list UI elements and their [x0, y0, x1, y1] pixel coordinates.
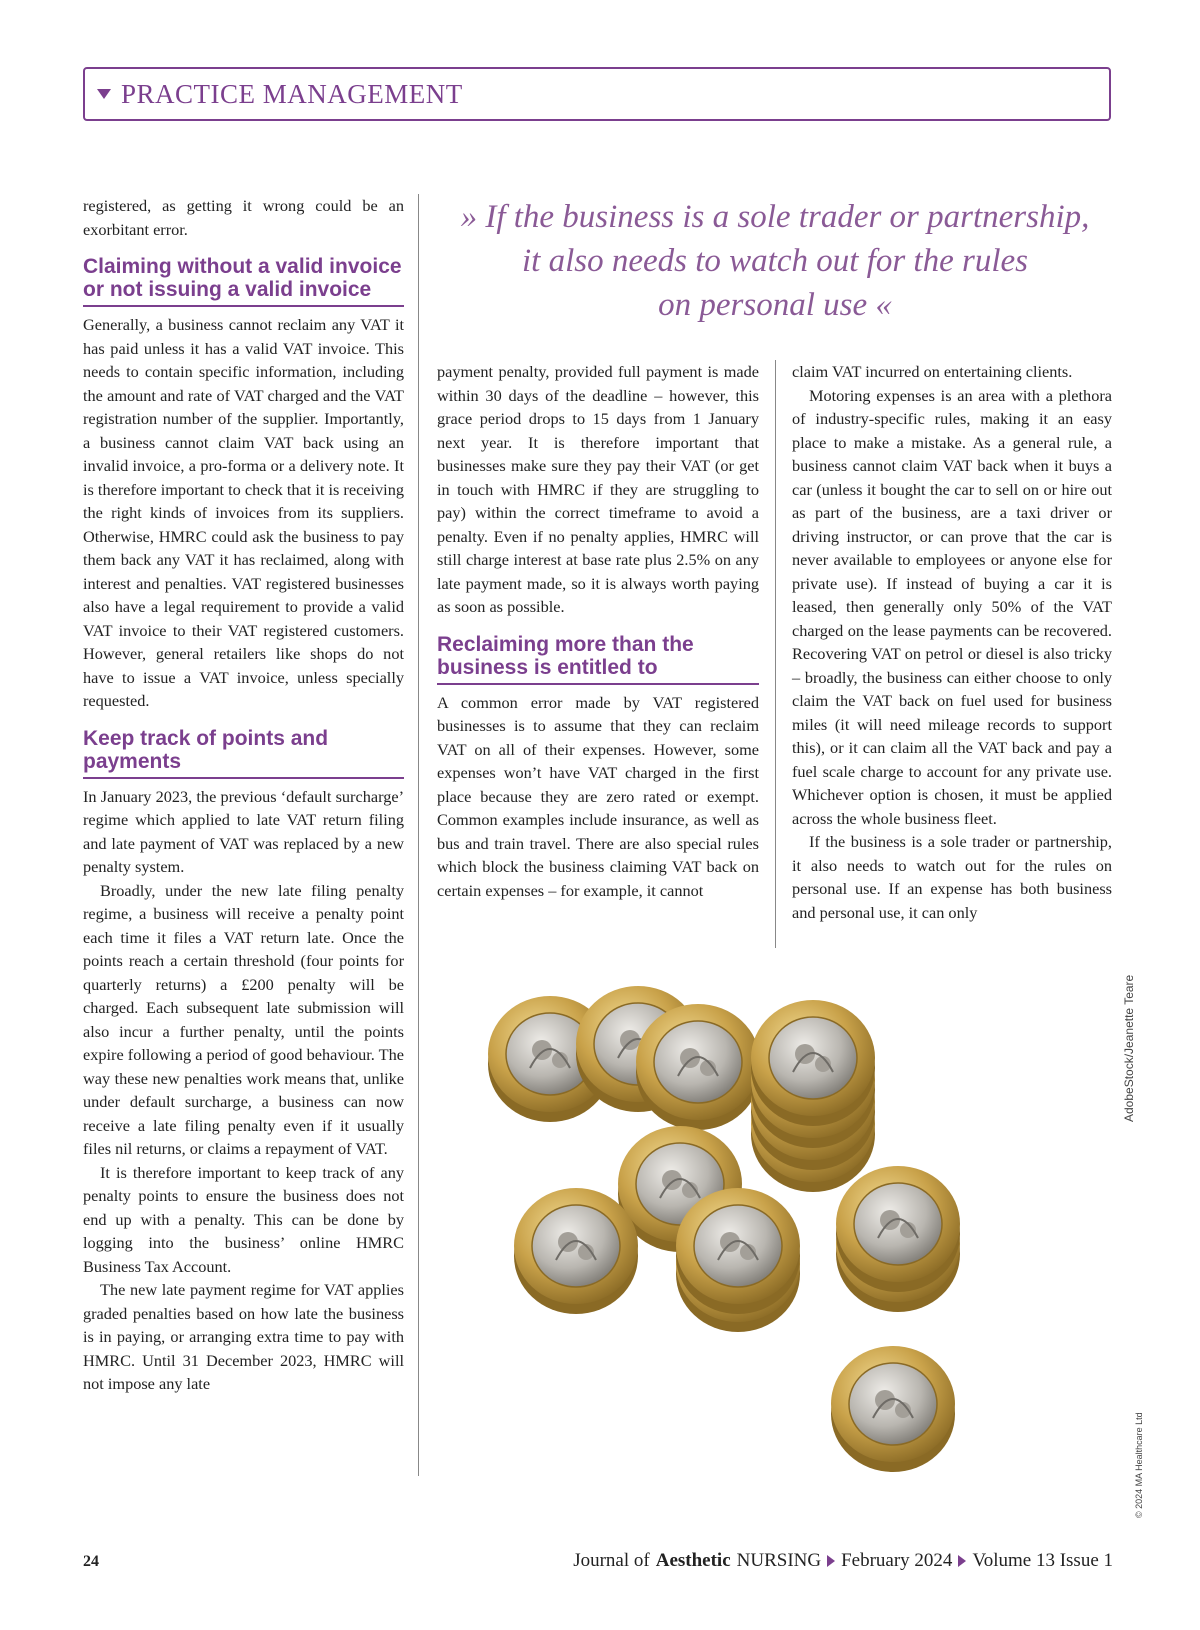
- pound-coins-photo: [488, 984, 1058, 1514]
- paragraph: Generally, a business cannot reclaim any VAT it has paid unless it has a valid VAT invoice. This needs to contain specific information, including the amount and rate of VAT charged and the VAT registration number of the supplier. Importantly, a business cannot claim VAT back using an invalid invoice, a pro-forma or a delivery note. It is therefore important to check that it is receiving the right kinds of invoices from its suppliers. Otherwise, HMRC could ask the business to pay them back any VAT it has reclaimed, along with interest and penalties. VAT registered businesses also have a legal requirement to provide a valid VAT invoice to their VAT registered customers. However, general retailers like shops do not have to issue a VAT invoice, unless specially requested.: [83, 315, 404, 710]
- arrow-right-icon: [827, 1555, 835, 1567]
- paragraph: claim VAT incurred on entertaining clients.: [792, 362, 1073, 381]
- subheading: Claiming without a valid invoice or not issuing a valid invoice: [83, 255, 404, 307]
- copyright-notice: © 2024 MA Healthcare Ltd: [1134, 1412, 1144, 1518]
- subheading: Keep track of points and payments: [83, 727, 404, 779]
- journal-name-prefix: Journal of: [573, 1550, 650, 1571]
- column-middle: [437, 360, 759, 902]
- journal-name-bold: Aesthetic: [655, 1550, 731, 1571]
- pull-quote: [437, 195, 1113, 327]
- paragraph: If the business is a sole trader or partnership, it also needs to watch out for the rules on personal use. If an expense has both business and personal use, it can only: [792, 832, 1112, 922]
- column-left: [83, 194, 404, 1396]
- journal-footer: [573, 1550, 1113, 1572]
- subheading: Reclaiming more than the business is entitled to: [437, 633, 759, 685]
- paragraph: It is therefore important to keep track of any penalty points to ensure the business does not end up with a penalty. This can be done by logging into the business’ online HMRC Business Tax Account.: [83, 1162, 404, 1276]
- section-header: [83, 67, 1111, 121]
- issue-date: February 2024: [841, 1550, 953, 1571]
- section-label: PRACTICE MANAGEMENT: [121, 78, 463, 109]
- paragraph: registered, as getting it wrong could be an exorbitant error.: [83, 196, 404, 239]
- photo-credit: AdobeStock/Jeanette Teare: [1122, 974, 1136, 1122]
- pull-quote-line: on personal use «: [658, 287, 892, 323]
- arrow-right-icon: [958, 1555, 966, 1567]
- paragraph: Broadly, under the new late filing penalty regime, a business will receive a penalty point each time it files a VAT return late. Once the points reach a certain threshold (four points for quarterly returns) a £200 penalty will be charged. Each subsequent late submission will also incur a further penalty, until the points expire following a period of good behaviour. The way these new penalties work means that, unlike under default surcharge, a business can now receive a late filing penalty even if it usually files nil returns, or claims a repayment of VAT.: [83, 880, 404, 1158]
- paragraph: Motoring expenses is an area with a plethora of industry-specific rules, making it an easy place to make a mistake. As a general rule, a business cannot claim VAT back when it buys a car (unless it bought the car to sell on or hire out as part of the business, are a taxi driver or driving instructor, or can prove that the car is never available to employees or anyone else for private use). If instead of buying a car it is leased, then generally only 50% of the VAT charged on the lease payments can be recovered. Recovering VAT on petrol or diesel is also tricky – broadly, the business can either choose to only claim the VAT back on fuel used for business miles (it will need mileage records to support this), or it can claim all the VAT back and pay a fuel scale charge to account for any private use. Whichever option is chosen, it must be applied across the whole business fleet.: [792, 385, 1112, 828]
- page-number: 24: [83, 1553, 99, 1570]
- coin-stack: [488, 986, 960, 1472]
- paragraph: The new late payment regime for VAT applies graded penalties based on how late the business is in paying, or arranging extra time to pay with HMRC. Until 31 December 2023, HMRC will not impose any late: [83, 1280, 404, 1393]
- journal-name-suffix: NURSING: [736, 1550, 822, 1571]
- issue-volume: Volume 13 Issue 1: [972, 1550, 1113, 1571]
- paragraph: A common error made by VAT registered businesses is to assume that they can reclaim VAT on all of their expenses. However, some expenses won’t have VAT charged in the first place because they are zero rated or exempt. Common examples include insurance, as well as bus and train travel. There are also special rules which block the business claiming VAT back on certain expenses – for example, it cannot: [437, 692, 759, 900]
- triangle-down-icon: [97, 89, 111, 99]
- column-divider: [775, 360, 776, 948]
- paragraph: payment penalty, provided full payment is made within 30 days of the deadline – however, this grace period drops to 15 days from 1 January next year. It is therefore important that businesses make sure they pay their VAT (or get in touch with HMRC if they are struggling to pay) within the correct timeframe to avoid a penalty. Even if no penalty applies, HMRC will still charge interest at base rate plus 2.5% on any late payment made, so it is always worth paying as soon as possible.: [437, 362, 759, 616]
- pull-quote-line: it also needs to watch out for the rules: [522, 243, 1028, 279]
- paragraph: In January 2023, the previous ‘default surcharge’ regime which applied to late VAT return filing and late payment of VAT was replaced by a new penalty system.: [83, 786, 404, 876]
- column-divider: [418, 194, 419, 1476]
- column-right: [792, 360, 1112, 924]
- pull-quote-line: » If the business is a sole trader or partnership,: [460, 199, 1090, 235]
